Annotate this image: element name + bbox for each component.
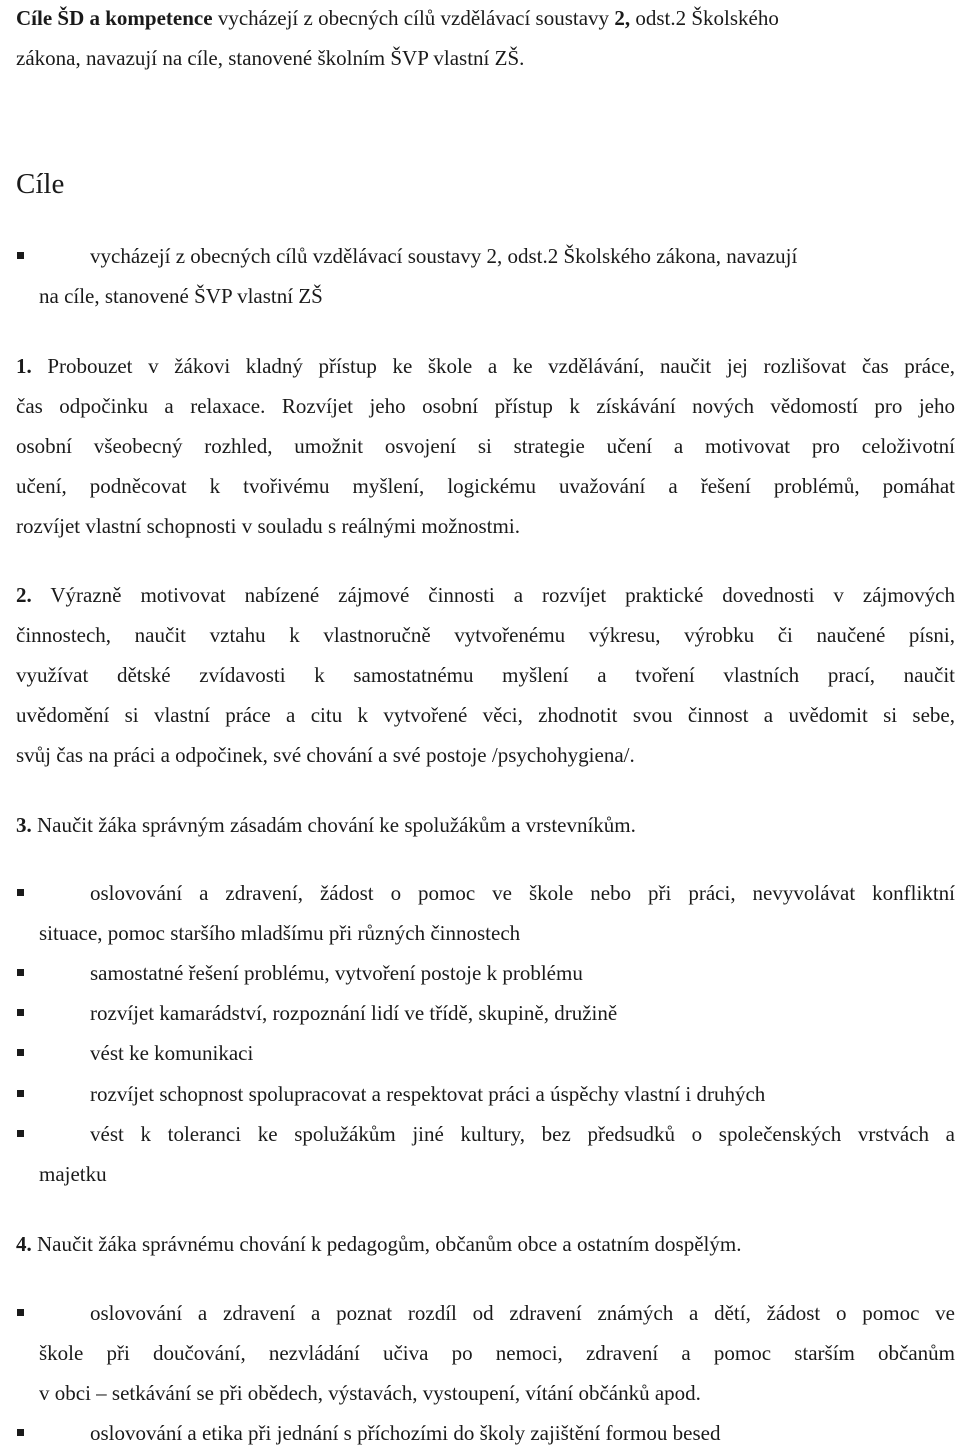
intro-bold-title: Cíle ŠD a kompetence <box>16 6 213 30</box>
goal3-number: 3. <box>16 813 32 837</box>
goal3-item-6-line-1: vést k toleranci ke spolužákům jiné kultury, bez předsudků o společenských vrstvách a <box>90 1122 955 1146</box>
bullet-square-icon <box>17 1009 24 1016</box>
goal1-text-1: Probouzet v žákovi kladný přístup ke škole a ke vzdělávání, naučit jej rozlišovat čas práce, <box>31 354 955 378</box>
bullet-square-icon <box>17 1130 24 1137</box>
goal2-line-4: uvědomění si vlastní práce a citu k vytvořené věci, zhodnotit svou činnost a uvědomit si sebe, <box>16 703 955 727</box>
goal3-heading <box>16 813 636 837</box>
goal2-line-5: svůj čas na práci a odpočinek, své chování a své postoje /psychohygiena/. <box>16 743 635 767</box>
goal4-item-1-line-1: oslovování a zdravení a poznat rozdíl od zdravení známých a dětí, žádost o pomoc ve <box>90 1301 955 1325</box>
goal3-item-2: samostatné řešení problému, vytvoření postoje k problému <box>90 961 583 985</box>
goal3-item-3: rozvíjet kamarádství, rozpoznání lidí ve třídě, skupině, družině <box>90 1001 618 1025</box>
bullet-square-icon <box>17 1090 24 1097</box>
goal2-number: 2. <box>16 583 32 607</box>
bullet0-line-2: na cíle, stanovené ŠVP vlastní ZŠ <box>39 284 323 308</box>
page-title: Cíle <box>16 168 65 200</box>
intro-text-2: odst.2 Školského <box>630 6 779 30</box>
goal4-number: 4. <box>16 1232 32 1256</box>
goal4-item-1-line-3: v obci – setkávání se při obědech, výstavách, vystoupení, vítání občánků apod. <box>39 1381 701 1405</box>
goal3-item-5: rozvíjet schopnost spolupracovat a respektovat práci a úspěchy vlastní i druhých <box>90 1082 766 1106</box>
bullet-square-icon <box>17 1309 24 1316</box>
goal3-item-1-line-1: oslovování a zdravení, žádost o pomoc ve škole nebo při práci, nevyvolávat konfliktní <box>90 881 955 905</box>
bullet-square-icon <box>17 1049 24 1056</box>
goal3-item-6-line-2: majetku <box>39 1162 107 1186</box>
bullet-square-icon <box>17 1429 24 1436</box>
goal1-line-5: rozvíjet vlastní schopnosti v souladu s reálnými možnostmi. <box>16 514 520 538</box>
goal4-heading <box>16 1232 741 1256</box>
goal1-line-2: čas odpočinku a relaxace. Rozvíjet jeho osobní přístup k získávání nových vědomostí pro jeho <box>16 394 955 418</box>
goal1-line-1 <box>16 354 955 378</box>
goal3-item-1-line-2: situace, pomoc staršího mladšímu při různých činnostech <box>39 921 521 945</box>
intro-line-1 <box>16 6 779 30</box>
goal2-line-3: využívat dětské zvídavosti k samostatnému myšlení a tvoření vlastních prací, naučit <box>16 663 955 687</box>
bullet-square-icon <box>17 969 24 976</box>
goal1-number: 1. <box>16 354 32 378</box>
bullet-square-icon <box>17 252 24 259</box>
goal2-text-1: Výrazně motivovat nabízené zájmové činnosti a rozvíjet praktické dovednosti v zájmových <box>31 583 955 607</box>
goal2-line-1 <box>16 583 955 607</box>
goal4-item-1-line-2: škole při doučování, nezvládání učiva po nemoci, zdravení a pomoc starším občanům <box>39 1341 955 1365</box>
goal1-line-3: osobní všeobecný rozhled, umožnit osvojení si strategie učení a motivovat pro celoživotní <box>16 434 955 458</box>
goal1-line-4: učení, podněcovat k tvořivému myšlení, logickému uvažování a řešení problémů, pomáhat <box>16 474 955 498</box>
goal2-line-2: činnostech, naučit vztahu k vlastnoručně vytvořenému výkresu, výrobku či naučené písni, <box>16 623 955 647</box>
goal3-item-4: vést ke komunikaci <box>90 1041 254 1065</box>
bullet-square-icon <box>17 889 24 896</box>
bullet0-line-1: vycházejí z obecných cílů vzdělávací soustavy 2, odst.2 Školského zákona, navazují <box>90 244 798 268</box>
goal4-item-2: oslovování a etika při jednání s příchozími do školy zajištění formou besed <box>90 1421 721 1445</box>
intro-line-2: zákona, navazují na cíle, stanovené školním ŠVP vlastní ZŠ. <box>16 46 525 70</box>
intro-number: 2, <box>614 6 631 30</box>
goal4-text: Naučit žáka správnému chování k pedagogům, občanům obce a ostatním dospělým. <box>31 1232 742 1256</box>
goal3-text: Naučit žáka správným zásadám chování ke spolužákům a vrstevníkům. <box>31 813 636 837</box>
intro-text-1: vycházejí z obecných cílů vzdělávací soustavy <box>212 6 615 30</box>
